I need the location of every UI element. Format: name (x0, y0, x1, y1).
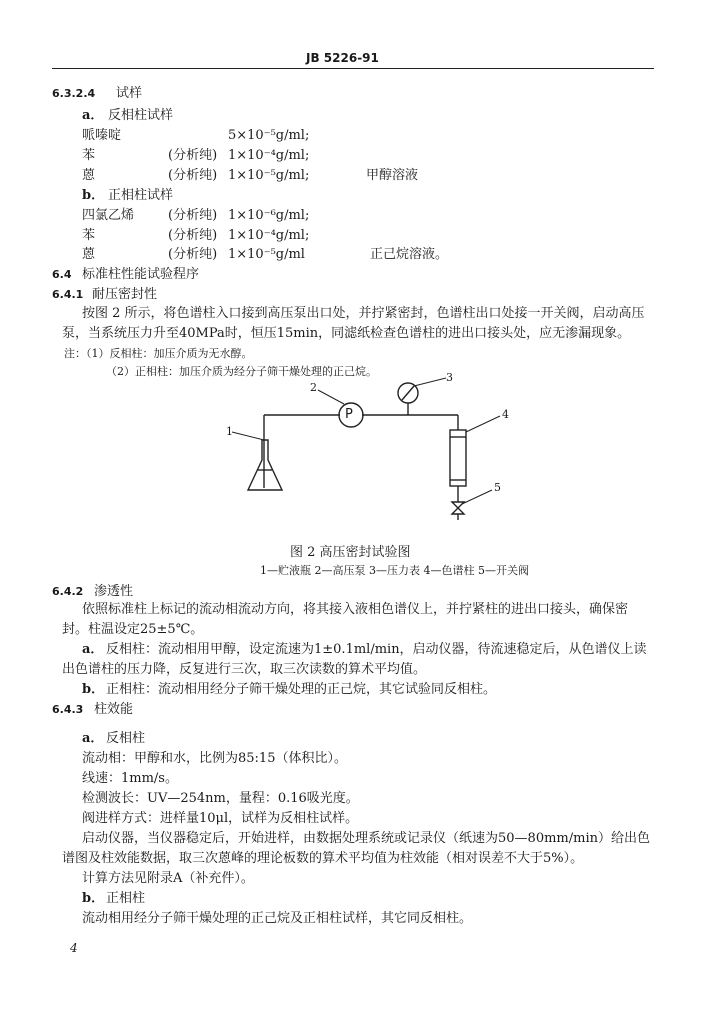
section-number-6-4-1: 6.4.1 (52, 288, 84, 301)
sample-name: 四氯乙烯 (82, 208, 135, 223)
sample-concentration: 1×10⁻⁶g/ml; (228, 208, 310, 223)
paragraph-line: 出色谱柱的压力降，反复进行三次，取三次读数的算术平均值。 (62, 662, 427, 677)
item-b-label: b． (82, 188, 105, 203)
sample-name: 苯 (82, 228, 96, 243)
paragraph-line: 流动相：甲醇和水，比例为85:15（体积比）。 (82, 751, 347, 766)
reservoir-flask (248, 440, 282, 490)
section-number-6-3-2-4: 6.3.2.4 (52, 87, 96, 100)
standard-code: JB 5226-91 (306, 51, 379, 65)
paragraph-line: 依照标准柱上标记的流动相流动方向，将其接入液相色谱仪上，并拧紧柱的进出口接头，确保密 (82, 602, 629, 617)
figure-label-3: 3 (446, 371, 453, 384)
paragraph-line: 封。柱温设定25±5℃。 (62, 622, 204, 637)
item-a-label: a． (82, 108, 104, 123)
sample-name: 哌嗪啶 (82, 128, 122, 143)
paragraph-line: 流动相用经分子筛干燥处理的正己烷及正相柱试样，其它同反相柱。 (82, 911, 473, 926)
paragraph-line: 谱图及柱效能数据，取三次蒽峰的理论板数的算术平均值为柱效能（相对误差不大于5%）。 (62, 851, 584, 866)
paragraph-line: 反相柱：流动相用甲醇，设定流速为1±0.1ml/min，启动仪器，待流速稳定后，从色谱仪上读 (106, 642, 647, 657)
section-number-6-4-2: 6.4.2 (52, 585, 84, 598)
sample-name: 苯 (82, 148, 96, 163)
paragraph-line: 按图 2 所示，将色谱柱入口接到高压泵出口处，并拧紧密封，色谱柱出口处接一开关阀，启动高压 (82, 306, 645, 321)
sample-note: 甲醇溶液 (366, 168, 419, 183)
leader-line-3 (414, 378, 446, 386)
sample-name: 蒽 (82, 168, 96, 183)
sample-concentration: 1×10⁻⁴g/ml; (228, 148, 310, 163)
section-title-6-4-1: 耐压密封性 (92, 287, 158, 302)
leader-line-2 (318, 390, 344, 404)
sample-grade: (分析纯) (168, 168, 218, 183)
item-b-label: b． (82, 891, 105, 906)
sample-concentration: 5×10⁻⁵g/ml; (228, 128, 310, 143)
section-title-6-4-3: 柱效能 (94, 702, 134, 717)
figure-label-5: 5 (494, 481, 501, 494)
gauge-needle (402, 386, 414, 400)
figure-label-4: 4 (502, 408, 509, 421)
paragraph-line: 线速：1mm/s。 (82, 771, 178, 786)
item-b-label: b． (82, 682, 105, 697)
sample-grade: (分析纯) (168, 228, 218, 243)
sample-name: 蒽 (82, 247, 96, 262)
figure-label-1: 1 (226, 425, 233, 438)
sample-grade: (分析纯) (168, 208, 218, 223)
page-number: 4 (70, 941, 78, 955)
sample-concentration: 1×10⁻⁴g/ml; (228, 228, 310, 243)
chromatographic-column (450, 430, 466, 486)
paragraph-line: 泵，当系统压力升至40MPa时，恒压15min，同滤纸检查色谱柱的进出口接头处，应无渗漏现象。 (62, 326, 631, 341)
item-a-label: a． (82, 642, 104, 657)
item-b-title: 正相柱 (106, 891, 146, 906)
paragraph-line: 检测波长：UV—254nm，量程：0.16吸光度。 (82, 791, 359, 806)
section-number-6-4: 6.4 (52, 268, 72, 281)
switch-valve (452, 502, 464, 514)
leader-line-5 (462, 490, 492, 504)
figure-legend: 1—贮液瓶 2—高压泵 3—压力表 4—色谱柱 5—开关阀 (260, 564, 529, 577)
item-a-label: a． (82, 731, 104, 746)
paragraph-line: 计算方法见附录A（补充件）。 (82, 871, 254, 886)
item-a-title: 反相柱试样 (108, 108, 174, 123)
sample-note: 正己烷溶液。 (370, 247, 449, 262)
figure-caption: 图 2 高压密封试验图 (290, 545, 411, 560)
sample-grade: (分析纯) (168, 148, 218, 163)
sample-concentration: 1×10⁻⁵g/ml (228, 247, 305, 262)
pump-symbol: P (345, 407, 353, 422)
sample-grade: (分析纯) (168, 247, 218, 262)
figure-label-2: 2 (310, 381, 317, 394)
section-heading-samples: 试样 (116, 86, 143, 101)
paragraph-line: 阀进样方式：进样量10μl，试样为反相柱试样。 (82, 811, 359, 826)
pressure-gauge (398, 383, 418, 403)
section-title-6-4-2: 渗透性 (94, 584, 134, 599)
paragraph-line: 正相柱：流动相用经分子筛干燥处理的正己烷，其它试验同反相柱。 (106, 682, 497, 697)
note-line: 注：（1）反相柱：加压介质为无水醇。 (64, 347, 253, 360)
sample-concentration: 1×10⁻⁵g/ml; (228, 168, 310, 183)
paragraph-line: 启动仪器，当仪器稳定后，开始进样，由数据处理系统或记录仪（纸速为50—80mm/min）给出色 (82, 831, 650, 846)
note-line: （2）正相柱：加压介质为经分子筛干燥处理的正己烷。 (106, 365, 377, 378)
header-rule (52, 68, 654, 69)
leader-line-4 (466, 416, 500, 432)
item-a-title: 反相柱 (106, 731, 146, 746)
section-number-6-4-3: 6.4.3 (52, 703, 84, 716)
section-title-6-4: 标准柱性能试验程序 (82, 267, 200, 282)
leader-line-1 (232, 432, 264, 440)
item-b-title: 正相柱试样 (108, 188, 174, 203)
